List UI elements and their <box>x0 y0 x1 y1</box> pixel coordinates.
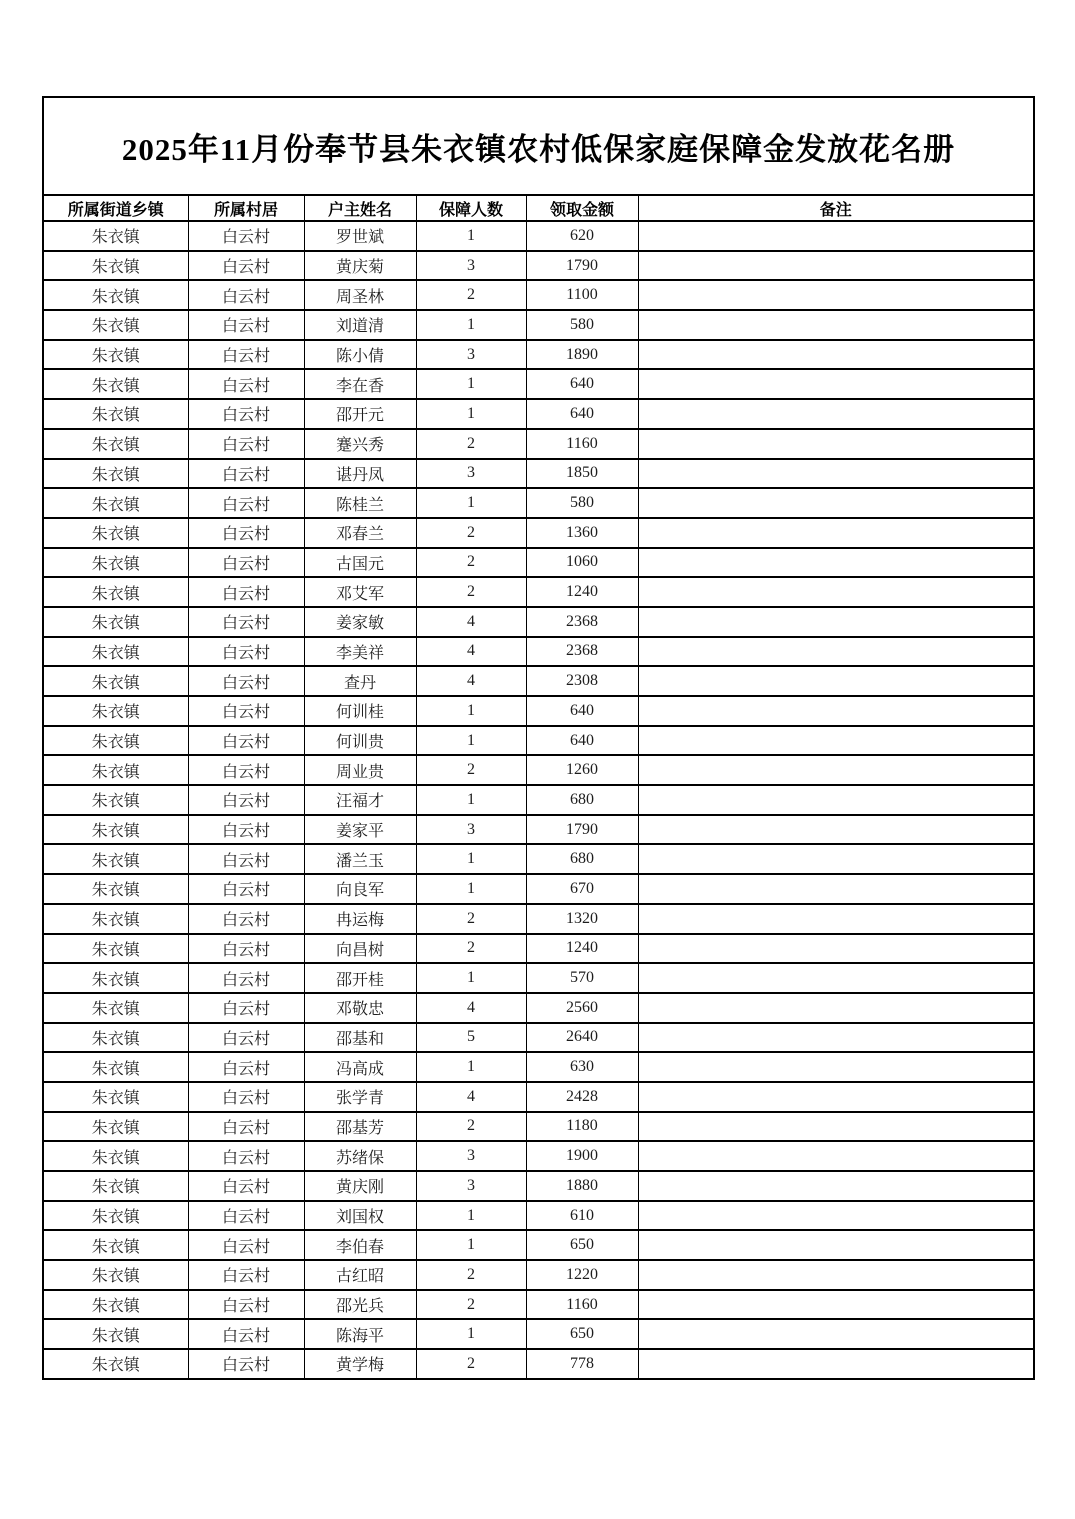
cell-town: 朱衣镇 <box>43 1052 188 1082</box>
cell-persons-count: 1 <box>416 1319 526 1349</box>
cell-town: 朱衣镇 <box>43 874 188 904</box>
cell-town: 朱衣镇 <box>43 1201 188 1231</box>
cell-village: 白云村 <box>188 310 304 340</box>
cell-town: 朱衣镇 <box>43 785 188 815</box>
cell-note <box>638 934 1034 964</box>
cell-note <box>638 637 1034 667</box>
cell-householder-name: 何训贵 <box>304 726 416 756</box>
cell-note <box>638 488 1034 518</box>
cell-amount: 1790 <box>526 815 638 845</box>
cell-note <box>638 1230 1034 1260</box>
cell-amount: 1060 <box>526 548 638 578</box>
table-row <box>43 251 1034 281</box>
column-header-householder: 户主姓名 <box>304 195 416 221</box>
cell-village: 白云村 <box>188 874 304 904</box>
cell-persons-count: 2 <box>416 429 526 459</box>
cell-town: 朱衣镇 <box>43 280 188 310</box>
cell-note <box>638 459 1034 489</box>
cell-note <box>638 993 1034 1023</box>
cell-village: 白云村 <box>188 1023 304 1053</box>
cell-note <box>638 844 1034 874</box>
cell-town: 朱衣镇 <box>43 1112 188 1142</box>
cell-town: 朱衣镇 <box>43 429 188 459</box>
cell-town: 朱衣镇 <box>43 1319 188 1349</box>
cell-amount: 1160 <box>526 429 638 459</box>
table-row <box>43 369 1034 399</box>
cell-amount: 1850 <box>526 459 638 489</box>
cell-note <box>638 251 1034 281</box>
cell-amount: 1890 <box>526 340 638 370</box>
cell-householder-name: 古红昭 <box>304 1260 416 1290</box>
cell-persons-count: 1 <box>416 1201 526 1231</box>
table-row <box>43 726 1034 756</box>
table-body <box>43 221 1034 1379</box>
table-row <box>43 1171 1034 1201</box>
cell-persons-count: 1 <box>416 963 526 993</box>
table-row <box>43 1082 1034 1112</box>
cell-town: 朱衣镇 <box>43 577 188 607</box>
cell-town: 朱衣镇 <box>43 1260 188 1290</box>
table-row <box>43 429 1034 459</box>
cell-persons-count: 2 <box>416 577 526 607</box>
table-row <box>43 310 1034 340</box>
cell-amount: 640 <box>526 726 638 756</box>
cell-amount: 1880 <box>526 1171 638 1201</box>
cell-town: 朱衣镇 <box>43 755 188 785</box>
cell-amount: 2428 <box>526 1082 638 1112</box>
cell-amount: 570 <box>526 963 638 993</box>
cell-town: 朱衣镇 <box>43 963 188 993</box>
cell-amount: 1320 <box>526 904 638 934</box>
cell-note <box>638 369 1034 399</box>
table-row <box>43 963 1034 993</box>
cell-village: 白云村 <box>188 1230 304 1260</box>
cell-amount: 1900 <box>526 1141 638 1171</box>
table-row <box>43 993 1034 1023</box>
cell-village: 白云村 <box>188 1112 304 1142</box>
cell-village: 白云村 <box>188 221 304 251</box>
cell-note <box>638 399 1034 429</box>
cell-village: 白云村 <box>188 1260 304 1290</box>
document-title: 2025年11月份奉节县朱衣镇农村低保家庭保障金发放花名册 <box>43 97 1034 195</box>
cell-town: 朱衣镇 <box>43 1290 188 1320</box>
cell-persons-count: 2 <box>416 755 526 785</box>
cell-note <box>638 904 1034 934</box>
cell-village: 白云村 <box>188 429 304 459</box>
table-row <box>43 904 1034 934</box>
cell-note <box>638 429 1034 459</box>
cell-amount: 2368 <box>526 637 638 667</box>
table-row <box>43 459 1034 489</box>
table-row <box>43 340 1034 370</box>
cell-town: 朱衣镇 <box>43 1141 188 1171</box>
cell-amount: 1100 <box>526 280 638 310</box>
cell-town: 朱衣镇 <box>43 1171 188 1201</box>
table-header-row <box>43 195 1034 221</box>
cell-note <box>638 1141 1034 1171</box>
table-row <box>43 1201 1034 1231</box>
cell-householder-name: 冉运梅 <box>304 904 416 934</box>
cell-note <box>638 340 1034 370</box>
table-row <box>43 577 1034 607</box>
cell-householder-name: 刘道清 <box>304 310 416 340</box>
cell-householder-name: 黄学梅 <box>304 1349 416 1379</box>
cell-householder-name: 姜家敏 <box>304 607 416 637</box>
cell-village: 白云村 <box>188 399 304 429</box>
cell-householder-name: 张学青 <box>304 1082 416 1112</box>
cell-persons-count: 2 <box>416 1112 526 1142</box>
cell-town: 朱衣镇 <box>43 221 188 251</box>
table-row <box>43 488 1034 518</box>
cell-amount: 2308 <box>526 666 638 696</box>
cell-village: 白云村 <box>188 280 304 310</box>
cell-town: 朱衣镇 <box>43 607 188 637</box>
cell-householder-name: 周业贵 <box>304 755 416 785</box>
cell-householder-name: 邵光兵 <box>304 1290 416 1320</box>
cell-persons-count: 2 <box>416 904 526 934</box>
cell-note <box>638 815 1034 845</box>
cell-town: 朱衣镇 <box>43 666 188 696</box>
cell-persons-count: 4 <box>416 993 526 1023</box>
cell-town: 朱衣镇 <box>43 815 188 845</box>
cell-village: 白云村 <box>188 1052 304 1082</box>
cell-note <box>638 221 1034 251</box>
cell-village: 白云村 <box>188 963 304 993</box>
cell-village: 白云村 <box>188 251 304 281</box>
cell-householder-name: 向昌树 <box>304 934 416 964</box>
cell-persons-count: 4 <box>416 637 526 667</box>
cell-persons-count: 2 <box>416 1349 526 1379</box>
cell-village: 白云村 <box>188 844 304 874</box>
table-row <box>43 1052 1034 1082</box>
cell-householder-name: 李在香 <box>304 369 416 399</box>
cell-persons-count: 1 <box>416 874 526 904</box>
column-header-amount: 领取金额 <box>526 195 638 221</box>
cell-persons-count: 2 <box>416 1290 526 1320</box>
table-row <box>43 221 1034 251</box>
cell-town: 朱衣镇 <box>43 459 188 489</box>
cell-householder-name: 汪福才 <box>304 785 416 815</box>
table-row <box>43 1023 1034 1053</box>
cell-persons-count: 2 <box>416 1260 526 1290</box>
cell-village: 白云村 <box>188 726 304 756</box>
table-row <box>43 696 1034 726</box>
cell-householder-name: 周圣林 <box>304 280 416 310</box>
cell-householder-name: 邵开元 <box>304 399 416 429</box>
cell-town: 朱衣镇 <box>43 369 188 399</box>
table-row <box>43 1260 1034 1290</box>
cell-persons-count: 3 <box>416 815 526 845</box>
cell-persons-count: 1 <box>416 844 526 874</box>
cell-amount: 620 <box>526 221 638 251</box>
cell-note <box>638 1290 1034 1320</box>
cell-householder-name: 邵开桂 <box>304 963 416 993</box>
table-row <box>43 666 1034 696</box>
cell-village: 白云村 <box>188 577 304 607</box>
cell-village: 白云村 <box>188 904 304 934</box>
column-header-village: 所属村居 <box>188 195 304 221</box>
cell-village: 白云村 <box>188 666 304 696</box>
cell-householder-name: 陈海平 <box>304 1319 416 1349</box>
cell-persons-count: 1 <box>416 696 526 726</box>
cell-amount: 2640 <box>526 1023 638 1053</box>
cell-persons-count: 1 <box>416 1052 526 1082</box>
cell-householder-name: 黄庆菊 <box>304 251 416 281</box>
cell-householder-name: 罗世斌 <box>304 221 416 251</box>
cell-town: 朱衣镇 <box>43 726 188 756</box>
cell-village: 白云村 <box>188 518 304 548</box>
cell-village: 白云村 <box>188 696 304 726</box>
cell-householder-name: 谌丹凤 <box>304 459 416 489</box>
column-header-remarks: 备注 <box>638 195 1034 221</box>
cell-householder-name: 查丹 <box>304 666 416 696</box>
cell-persons-count: 4 <box>416 607 526 637</box>
cell-village: 白云村 <box>188 1349 304 1379</box>
cell-village: 白云村 <box>188 459 304 489</box>
cell-note <box>638 310 1034 340</box>
cell-town: 朱衣镇 <box>43 1349 188 1379</box>
cell-village: 白云村 <box>188 607 304 637</box>
cell-note <box>638 785 1034 815</box>
document-page <box>42 96 1035 1380</box>
cell-town: 朱衣镇 <box>43 1082 188 1112</box>
column-header-town: 所属街道乡镇 <box>43 195 188 221</box>
cell-amount: 610 <box>526 1201 638 1231</box>
table-row <box>43 280 1034 310</box>
cell-amount: 640 <box>526 696 638 726</box>
cell-village: 白云村 <box>188 548 304 578</box>
column-header-persons: 保障人数 <box>416 195 526 221</box>
cell-householder-name: 黄庆刚 <box>304 1171 416 1201</box>
cell-persons-count: 2 <box>416 518 526 548</box>
cell-village: 白云村 <box>188 1171 304 1201</box>
table-row <box>43 785 1034 815</box>
cell-persons-count: 3 <box>416 340 526 370</box>
table-row <box>43 874 1034 904</box>
cell-village: 白云村 <box>188 755 304 785</box>
cell-town: 朱衣镇 <box>43 1023 188 1053</box>
table-row <box>43 1230 1034 1260</box>
cell-note <box>638 548 1034 578</box>
cell-village: 白云村 <box>188 1290 304 1320</box>
table-row <box>43 1141 1034 1171</box>
cell-amount: 1240 <box>526 577 638 607</box>
cell-persons-count: 1 <box>416 488 526 518</box>
cell-amount: 580 <box>526 310 638 340</box>
cell-persons-count: 1 <box>416 369 526 399</box>
cell-amount: 778 <box>526 1349 638 1379</box>
cell-amount: 630 <box>526 1052 638 1082</box>
cell-town: 朱衣镇 <box>43 904 188 934</box>
cell-note <box>638 666 1034 696</box>
roster-table <box>42 96 1035 1380</box>
cell-amount: 650 <box>526 1230 638 1260</box>
cell-note <box>638 607 1034 637</box>
cell-householder-name: 邵基和 <box>304 1023 416 1053</box>
cell-amount: 2560 <box>526 993 638 1023</box>
cell-persons-count: 1 <box>416 310 526 340</box>
cell-note <box>638 963 1034 993</box>
cell-village: 白云村 <box>188 637 304 667</box>
cell-village: 白云村 <box>188 993 304 1023</box>
cell-householder-name: 蹇兴秀 <box>304 429 416 459</box>
cell-note <box>638 1082 1034 1112</box>
table-row <box>43 1112 1034 1142</box>
table-row <box>43 1319 1034 1349</box>
cell-note <box>638 874 1034 904</box>
table-row <box>43 637 1034 667</box>
cell-town: 朱衣镇 <box>43 637 188 667</box>
cell-town: 朱衣镇 <box>43 399 188 429</box>
cell-town: 朱衣镇 <box>43 310 188 340</box>
cell-note <box>638 1319 1034 1349</box>
cell-note <box>638 1023 1034 1053</box>
cell-persons-count: 5 <box>416 1023 526 1053</box>
cell-amount: 680 <box>526 844 638 874</box>
cell-amount: 2368 <box>526 607 638 637</box>
table-row <box>43 607 1034 637</box>
cell-persons-count: 1 <box>416 726 526 756</box>
cell-town: 朱衣镇 <box>43 993 188 1023</box>
cell-persons-count: 3 <box>416 1141 526 1171</box>
cell-persons-count: 3 <box>416 251 526 281</box>
cell-householder-name: 何训桂 <box>304 696 416 726</box>
cell-householder-name: 向良军 <box>304 874 416 904</box>
cell-persons-count: 2 <box>416 548 526 578</box>
cell-amount: 1240 <box>526 934 638 964</box>
cell-note <box>638 755 1034 785</box>
cell-persons-count: 1 <box>416 785 526 815</box>
cell-householder-name: 刘国权 <box>304 1201 416 1231</box>
cell-note <box>638 1201 1034 1231</box>
cell-amount: 1790 <box>526 251 638 281</box>
cell-village: 白云村 <box>188 1141 304 1171</box>
cell-town: 朱衣镇 <box>43 518 188 548</box>
cell-village: 白云村 <box>188 340 304 370</box>
cell-amount: 640 <box>526 369 638 399</box>
cell-householder-name: 古国元 <box>304 548 416 578</box>
cell-amount: 1260 <box>526 755 638 785</box>
cell-householder-name: 李伯春 <box>304 1230 416 1260</box>
cell-village: 白云村 <box>188 934 304 964</box>
cell-note <box>638 1052 1034 1082</box>
cell-amount: 640 <box>526 399 638 429</box>
cell-amount: 1360 <box>526 518 638 548</box>
cell-householder-name: 苏绪保 <box>304 1141 416 1171</box>
table-row <box>43 518 1034 548</box>
cell-householder-name: 邵基芳 <box>304 1112 416 1142</box>
cell-note <box>638 1349 1034 1379</box>
cell-householder-name: 邓春兰 <box>304 518 416 548</box>
title-row <box>43 97 1034 195</box>
cell-amount: 680 <box>526 785 638 815</box>
cell-amount: 580 <box>526 488 638 518</box>
cell-village: 白云村 <box>188 785 304 815</box>
cell-householder-name: 邓艾军 <box>304 577 416 607</box>
cell-note <box>638 726 1034 756</box>
cell-town: 朱衣镇 <box>43 844 188 874</box>
cell-persons-count: 2 <box>416 934 526 964</box>
cell-note <box>638 696 1034 726</box>
cell-village: 白云村 <box>188 1082 304 1112</box>
cell-village: 白云村 <box>188 369 304 399</box>
cell-note <box>638 1112 1034 1142</box>
cell-village: 白云村 <box>188 488 304 518</box>
cell-householder-name: 邓敬忠 <box>304 993 416 1023</box>
cell-persons-count: 4 <box>416 1082 526 1112</box>
cell-persons-count: 1 <box>416 1230 526 1260</box>
cell-town: 朱衣镇 <box>43 696 188 726</box>
cell-householder-name: 陈小倩 <box>304 340 416 370</box>
cell-amount: 1180 <box>526 1112 638 1142</box>
cell-amount: 670 <box>526 874 638 904</box>
cell-amount: 1220 <box>526 1260 638 1290</box>
cell-persons-count: 2 <box>416 280 526 310</box>
cell-note <box>638 1260 1034 1290</box>
cell-householder-name: 冯高成 <box>304 1052 416 1082</box>
cell-amount: 1160 <box>526 1290 638 1320</box>
table-row <box>43 399 1034 429</box>
cell-town: 朱衣镇 <box>43 251 188 281</box>
cell-note <box>638 518 1034 548</box>
cell-town: 朱衣镇 <box>43 934 188 964</box>
cell-amount: 650 <box>526 1319 638 1349</box>
table-row <box>43 755 1034 785</box>
table-row <box>43 844 1034 874</box>
cell-householder-name: 潘兰玉 <box>304 844 416 874</box>
cell-village: 白云村 <box>188 1201 304 1231</box>
table-row <box>43 1349 1034 1379</box>
table-row <box>43 815 1034 845</box>
cell-village: 白云村 <box>188 1319 304 1349</box>
cell-persons-count: 4 <box>416 666 526 696</box>
cell-persons-count: 1 <box>416 399 526 429</box>
table-row <box>43 1290 1034 1320</box>
cell-householder-name: 陈桂兰 <box>304 488 416 518</box>
cell-note <box>638 1171 1034 1201</box>
cell-village: 白云村 <box>188 815 304 845</box>
cell-note <box>638 280 1034 310</box>
table-row <box>43 934 1034 964</box>
cell-householder-name: 姜家平 <box>304 815 416 845</box>
cell-note <box>638 577 1034 607</box>
cell-town: 朱衣镇 <box>43 340 188 370</box>
cell-persons-count: 1 <box>416 221 526 251</box>
table-row <box>43 548 1034 578</box>
cell-town: 朱衣镇 <box>43 548 188 578</box>
cell-town: 朱衣镇 <box>43 488 188 518</box>
cell-town: 朱衣镇 <box>43 1230 188 1260</box>
cell-householder-name: 李美祥 <box>304 637 416 667</box>
cell-persons-count: 3 <box>416 459 526 489</box>
cell-persons-count: 3 <box>416 1171 526 1201</box>
